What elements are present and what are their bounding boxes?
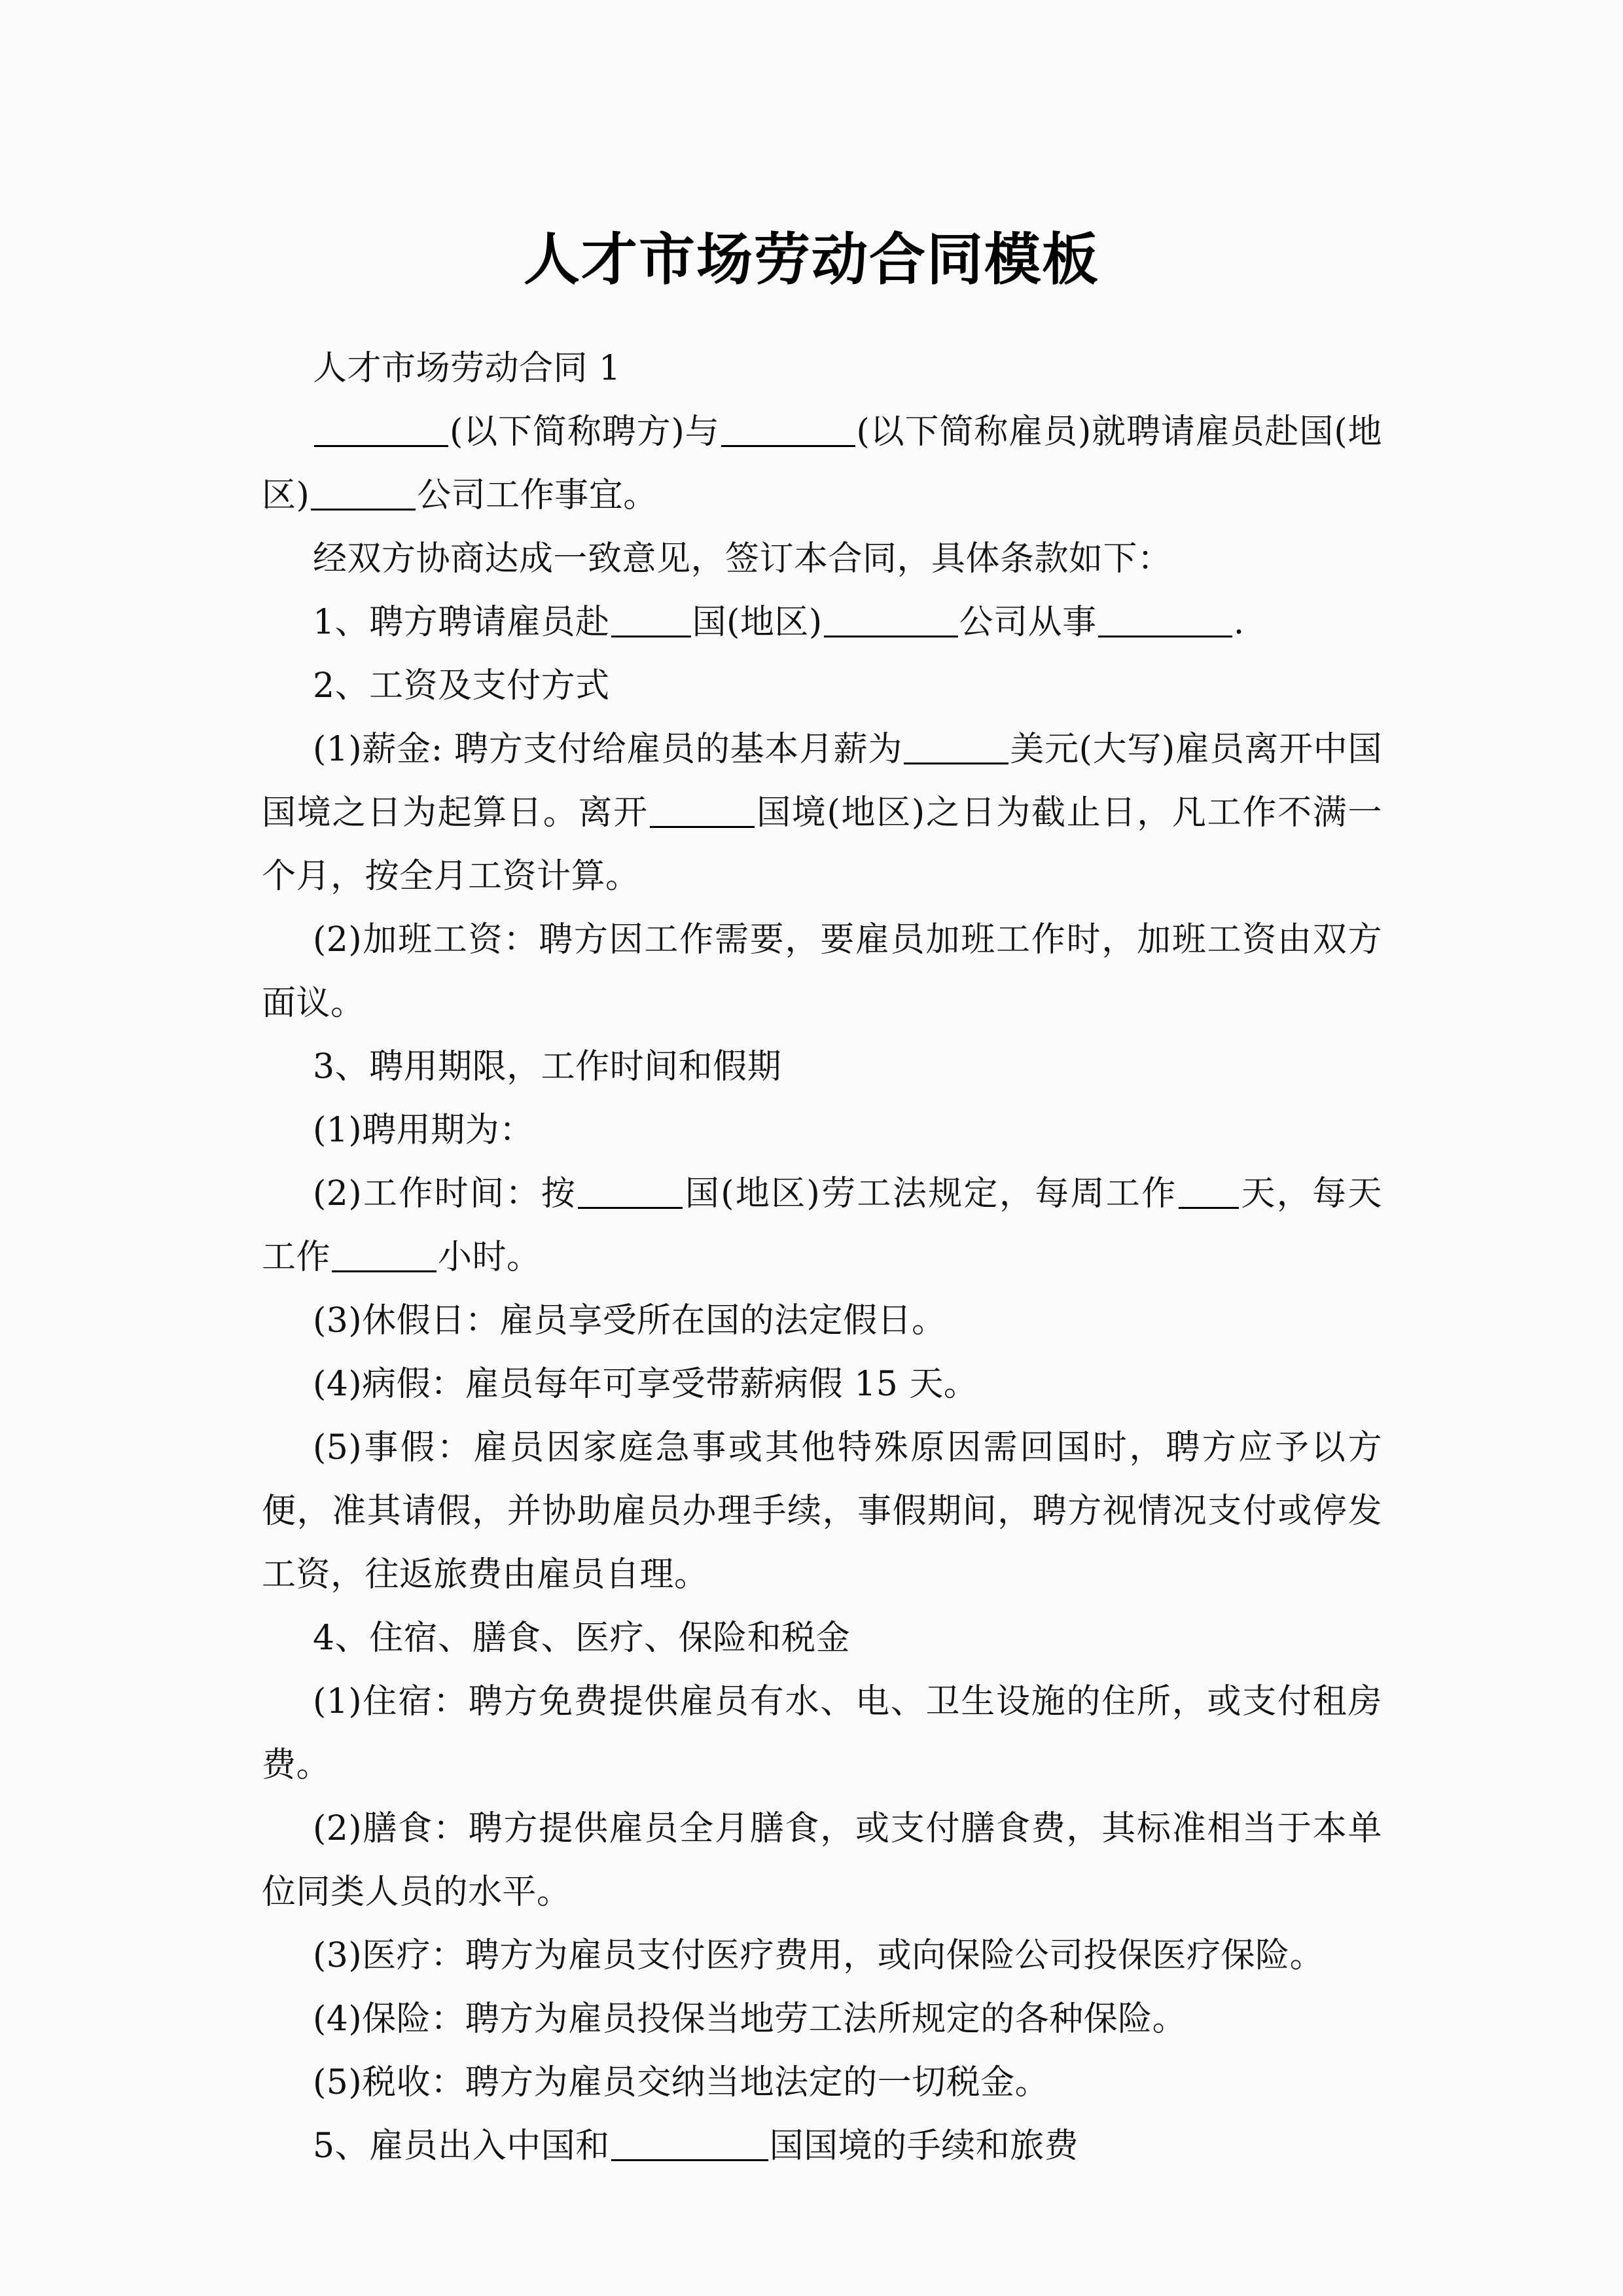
paragraph-text: 4、住宿、膳食、医疗、保险和税金 xyxy=(313,1619,851,1658)
paragraph-text: 2、工资及支付方式 xyxy=(313,666,610,706)
paragraph-item-3-1 xyxy=(262,1099,1382,1162)
paragraph-text: 1、聘方聘请雇员赴 xyxy=(313,603,610,642)
paragraph-list xyxy=(262,401,1382,2178)
paragraph-item-2 xyxy=(262,655,1382,718)
paragraph-text: 国国境的手续和旅费 xyxy=(769,2126,1079,2166)
paragraph-item-4-5 xyxy=(262,2051,1382,2115)
paragraph-text: 美元(大写)雇员离开中国国境之日为起算日。离开 xyxy=(262,730,1382,833)
paragraph-text: (以下简称聘方)与 xyxy=(450,412,720,452)
fill-in-blank[interactable] xyxy=(1098,611,1232,637)
paragraph-item-4-4 xyxy=(262,1988,1382,2051)
paragraph-text: (2)加班工资：聘方因工作需要，要雇员加班工作时，加班工资由双方面议。 xyxy=(262,920,1382,1023)
paragraph-text: 国(地区) xyxy=(692,603,823,642)
fill-in-blank[interactable] xyxy=(314,420,448,447)
paragraph-text: 经双方协商达成一致意见，签订本合同，具体条款如下： xyxy=(313,539,1172,579)
paragraph-text: (1)住宿：聘方免费提供雇员有水、电、卫生设施的住所，或支付租房费。 xyxy=(262,1682,1382,1785)
paragraph-text: (3)休假日：雇员享受所在国的法定假日。 xyxy=(313,1301,946,1340)
paragraph-item-1 xyxy=(262,591,1382,655)
fill-in-blank[interactable] xyxy=(721,420,855,447)
paragraph-text: (1)薪金: 聘方支付给雇员的基本月薪为 xyxy=(313,730,903,769)
paragraph-text: 小时。 xyxy=(438,1238,541,1277)
paragraph-item-3-5 xyxy=(262,1416,1382,1607)
fill-in-blank[interactable] xyxy=(332,1246,437,1272)
body-heading-line: 人才市场劳动合同 1 xyxy=(313,349,621,388)
fill-in-blank[interactable] xyxy=(650,801,755,828)
paragraph-text: (1)聘用期为： xyxy=(313,1111,534,1150)
paragraph-item-3-4 xyxy=(262,1353,1382,1416)
fill-in-blank[interactable] xyxy=(611,2134,768,2161)
paragraph-text: . xyxy=(1233,603,1245,642)
fill-in-blank[interactable] xyxy=(824,611,958,637)
paragraph-agreement xyxy=(262,528,1382,591)
paragraph-item-2-1 xyxy=(262,718,1382,908)
paragraph-text: (4)保险：聘方为雇员投保当地劳工法所规定的各种保险。 xyxy=(313,2000,1187,2039)
paragraph-item-3-2 xyxy=(262,1162,1382,1289)
paragraph-item-4-2 xyxy=(262,1797,1382,1924)
paragraph-text: 国(地区)劳工法规定，每周工作 xyxy=(684,1174,1177,1213)
fill-in-blank[interactable] xyxy=(578,1182,683,1209)
paragraph-text: 公司从事 xyxy=(959,603,1097,642)
document-body xyxy=(262,337,1382,2178)
paragraph-text: (2)膳食：聘方提供雇员全月膳食，或支付膳食费，其标准相当于本单位同类人员的水平。 xyxy=(262,1809,1382,1912)
paragraph-text: 3、聘用期限，工作时间和假期 xyxy=(313,1047,782,1086)
fill-in-blank[interactable] xyxy=(1179,1182,1239,1209)
paragraph-text: 5、雇员出入中国和 xyxy=(313,2126,610,2166)
paragraph-text: 天，每天工作 xyxy=(262,1174,1382,1277)
paragraph-text: (2)工作时间：按 xyxy=(313,1174,577,1213)
paragraph-text: 公司工作事宜。 xyxy=(417,476,658,515)
paragraph-item-3-3 xyxy=(262,1289,1382,1353)
paragraph-text: (4)病假：雇员每年可享受带薪病假 15 天。 xyxy=(313,1365,978,1404)
fill-in-blank[interactable] xyxy=(904,738,1008,764)
paragraph-item-4-1 xyxy=(262,1670,1382,1797)
paragraph-text: (以下简称雇员)就聘请雇员赴国(地区) xyxy=(262,412,1382,515)
paragraph-item-3 xyxy=(262,1035,1382,1099)
paragraph-text: (5)事假：雇员因家庭急事或其他特殊原因需回国时，聘方应予以方便，准其请假，并协助雇员办理手续，事假期间，聘方视情况支付或停发工资，往返旅费由雇员自理。 xyxy=(262,1428,1382,1594)
paragraph-item-5 xyxy=(262,2115,1382,2178)
paragraph-item-4 xyxy=(262,1607,1382,1670)
fill-in-blank[interactable] xyxy=(311,484,416,511)
paragraph-text: (3)医疗：聘方为雇员支付医疗费用，或向保险公司投保医疗保险。 xyxy=(313,1936,1325,1975)
paragraph-item-4-3 xyxy=(262,1924,1382,1988)
paragraph-text: 国境(地区)之日为截止日，凡工作不满一个月，按全月工资计算。 xyxy=(262,793,1382,896)
paragraph-item-2-2 xyxy=(262,908,1382,1035)
paragraph-text: (5)税收：聘方为雇员交纳当地法定的一切税金。 xyxy=(313,2063,1050,2102)
paragraph-parties xyxy=(262,401,1382,528)
page-title: 人才市场劳动合同模板 xyxy=(524,226,1099,293)
fill-in-blank[interactable] xyxy=(611,611,691,637)
